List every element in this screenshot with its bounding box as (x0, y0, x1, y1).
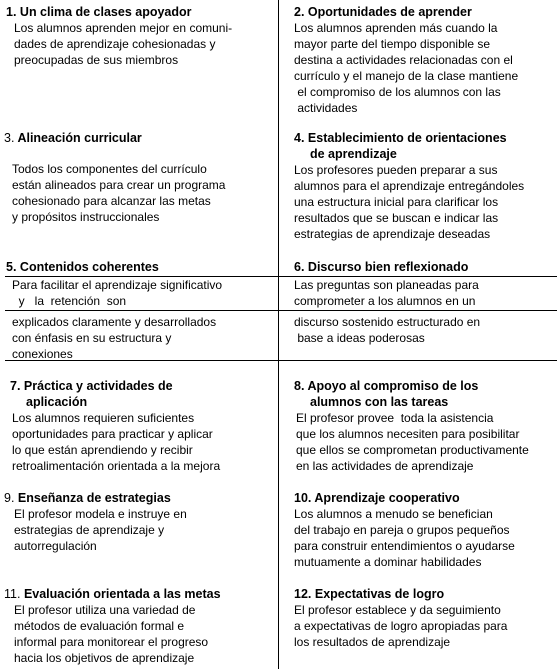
item-body-line: Los alumnos aprenden mejor en comuni- (14, 21, 233, 35)
item-title: 4. Establecimiento de orientaciones (294, 131, 507, 145)
item-title: 6. Discurso bien reflexionado (294, 260, 469, 274)
item-title-continued: alumnos con las tareas (310, 395, 449, 409)
item-body-line: Los alumnos a menudo se benefician (294, 507, 493, 521)
column-divider (278, 0, 279, 669)
item-body-line: mayor parte del tiempo disponible se (294, 37, 491, 51)
item-title: 12. Expectativas de logro (294, 587, 445, 601)
item-body-line: con énfasis en su estructura y (12, 331, 172, 345)
item-body-line: estrategias de aprendizaje y (14, 523, 165, 537)
item-5 (6, 259, 222, 362)
item-body-line: resultados que se buscan e indicar las (294, 211, 499, 225)
item-body-line: actividades (294, 101, 358, 115)
item-6 (294, 259, 480, 346)
item-body-line: en las actividades de aprendizaje (296, 459, 474, 473)
item-body-line: métodos de evaluación formal e (14, 619, 185, 633)
item-body-line: Los profesores pueden preparar a sus (294, 163, 498, 177)
item-3 (4, 130, 225, 225)
item-body-line: informal para monitorear el progreso (14, 635, 209, 649)
item-body-line: Los alumnos requieren suficientes (12, 411, 195, 425)
item-title: 3. Alineación curricular (4, 131, 142, 145)
item-body-line: alumnos para el aprendizaje entregándoles (294, 179, 525, 193)
item-body-line: El profesor utiliza una variedad de (14, 603, 196, 617)
item-title: 5. Contenidos coherentes (6, 260, 159, 274)
item-body-line: Las preguntas son planeadas para (294, 278, 479, 292)
item-body-line: destina a actividades relacionadas con el (294, 53, 513, 67)
item-title: 10. Aprendizaje cooperativo (294, 491, 460, 505)
item-body-line: Todos los componentes del currículo (12, 162, 207, 176)
item-body-line: a expectativas de logro apropiadas para (294, 619, 508, 633)
item-body-line: conexiones (12, 347, 73, 361)
item-body-line: base a ideas poderosas (294, 331, 425, 345)
item-2 (294, 4, 518, 116)
item-10 (294, 490, 515, 570)
item-body-line: autorregulación (14, 539, 97, 553)
item-body-line: preocupadas de sus miembros (14, 53, 179, 67)
item-body-line: Los alumnos aprenden más cuando la (294, 21, 498, 35)
item-body-line: que los alumnos necesiten para posibilitar (296, 427, 520, 441)
item-body-line: para construir entendimientos o ayudarse (294, 539, 515, 553)
item-title: 8. Apoyo al compromiso de los (294, 379, 479, 393)
item-body-line: retroalimentación orientada a la mejora (12, 459, 221, 473)
item-body-line: comprometer a los alumnos en un (294, 294, 476, 308)
item-body-line: oportunidades para practicar y aplicar (12, 427, 213, 441)
item-title: 11. Evaluación orientada a las metas (4, 587, 221, 601)
item-body-line: hacia los objetivos de aprendizaje (14, 651, 195, 665)
item-body-line: dades de aprendizaje cohesionadas y (14, 37, 216, 51)
item-title: 9. Enseñanza de estrategias (4, 491, 171, 505)
item-title: 2. Oportunidades de aprender (294, 5, 472, 19)
item-title: 7. Práctica y actividades de (10, 379, 173, 393)
item-body-line: y propósitos instruccionales (12, 210, 160, 224)
item-11 (4, 586, 221, 666)
item-7 (10, 378, 220, 474)
item-body-line: que ellos se comprometan productivamente (296, 443, 529, 457)
item-body-line: currículo y el manejo de la clase mantiene (294, 69, 519, 83)
item-8 (294, 378, 529, 474)
item-body-line: estrategias de aprendizaje deseadas (294, 227, 491, 241)
item-title-continued: aplicación (26, 395, 88, 409)
item-12 (294, 586, 507, 650)
item-body-line: del trabajo en pareja o grupos pequeños (294, 523, 510, 537)
item-body-line: una estructura inicial para clarificar los (294, 195, 499, 209)
item-body-line: y la retención son (12, 294, 127, 308)
item-body-line: explicados claramente y desarrollados (12, 315, 217, 329)
item-4 (294, 130, 524, 242)
item-body-line: lo que están aprendiendo y recibir (12, 443, 193, 457)
item-1 (6, 4, 232, 68)
item-body-line: El profesor establece y da seguimiento (294, 603, 501, 617)
item-title: 1. Un clima de clases apoyador (6, 5, 192, 19)
item-title-continued: de aprendizaje (310, 147, 397, 161)
item-body-line: están alineados para crear un programa (12, 178, 226, 192)
item-body-line: mutuamente a dominar habilidades (294, 555, 482, 569)
item-body-line: El profesor provee toda la asistencia (296, 411, 494, 425)
item-body-line: los resultados de aprendizaje (294, 635, 451, 649)
item-body-line: Para facilitar el aprendizaje significativo (12, 278, 223, 292)
item-body-line: El profesor modela e instruye en (14, 507, 187, 521)
item-body-line: discurso sostenido estructurado en (294, 315, 481, 329)
item-body-line: el compromiso de los alumnos con las (294, 85, 501, 99)
item-body-line: cohesionado para alcanzar las metas (12, 194, 211, 208)
item-9 (4, 490, 187, 554)
